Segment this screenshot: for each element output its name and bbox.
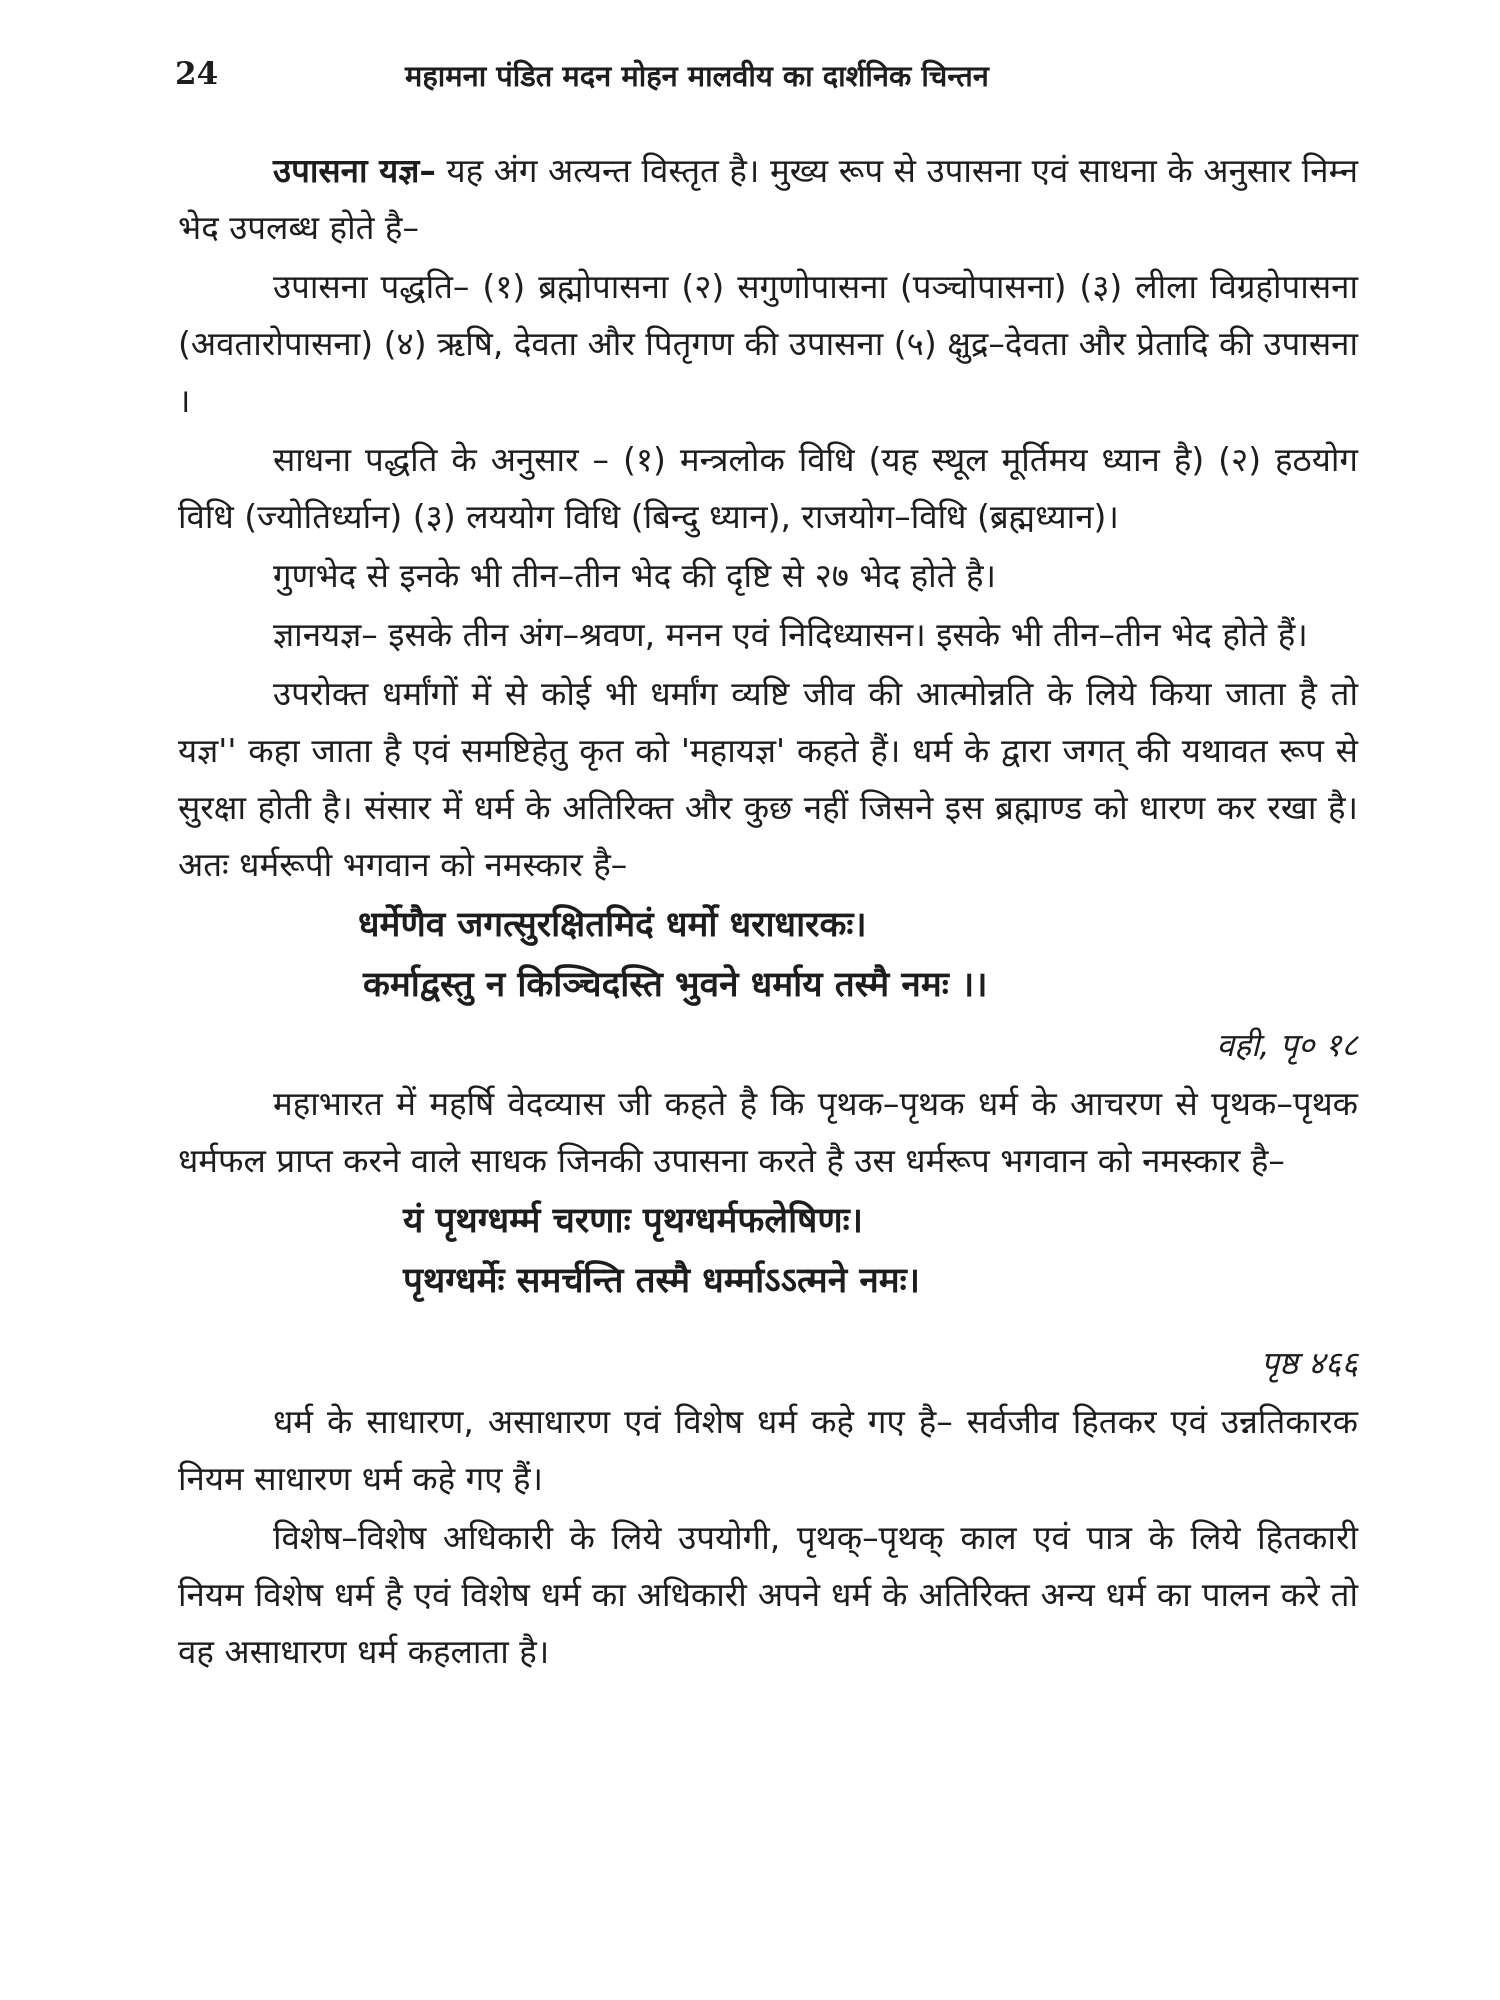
paragraph-jnanayajna: ज्ञानयज्ञ– इसके तीन अंग–श्रवण, मनन एवं निदिध्यासन। इसके भी तीन–तीन भेद होते हैं। — [273, 615, 1308, 654]
citation-reference: पृष्ठ ४६६ — [1260, 1344, 1358, 1382]
paragraph-mahabharata: महाभारत में महर्षि वेदव्यास जी कहते है कि पृथक–पृथक धर्म के आचरण से पृथक–पृथक धर्मफल प्राप्त करने वाले साधक जिनकी उपासना करते है उस धर्मरूप भगवान को नमस्कार है– — [178, 1084, 1358, 1180]
citation-reference: वही, पृ० १८ — [1216, 1026, 1358, 1064]
paragraph-upasana-paddhati: उपासना पद्धति– (१) ब्रह्मोपासना (२) सगुणोपासना (पञ्चोपासना) (३) लीला विग्रहोपासना (अवतारोपासना) (४) ऋषि, देवता और पितृगण की उपासना (५) क्षुद्र–देवता और प्रेतादि की उपासना । — [178, 267, 1358, 420]
page-header — [175, 56, 1380, 106]
verse-block-1 — [178, 895, 1358, 1015]
verse-block-2 — [178, 1191, 1358, 1311]
verse-line: कर्माद्वस्तु न किञ्चिदस्ति भुवने धर्माय तस्मै नमः ।। — [363, 965, 988, 1005]
paragraph-sadharan-dharma: धर्म के साधारण, असाधारण एवं विशेष धर्म कहे गए है– सर्वजीव हितकर एवं उन्नतिकारक नियम साधारण धर्म कहे गए हैं। — [178, 1402, 1358, 1498]
running-title: महामना पंडित मदन मोहन मालवीय का दार्शनिक चिन्तन — [405, 59, 989, 93]
verse-line: धर्मेणैव जगत्सुरक्षितमिदं धर्मो धराधारकः। — [358, 905, 867, 945]
paragraph-lead-term: उपासना यज्ञ– — [273, 151, 436, 190]
paragraph-gunabhed: गुणभेद से इनके भी तीन–तीन भेद की दृष्टि से २७ भेद होते है। — [273, 556, 997, 595]
paragraph-text: यह अंग अत्यन्त विस्तृत है। मुख्य रूप से उपासना एवं साधना के अनुसार निम्न भेद उपलब्ध होते है– — [178, 151, 1359, 247]
paragraph-upasana-yajna — [178, 142, 1358, 256]
page-number: 24 — [175, 56, 219, 92]
paragraph-sadhana-paddhati: साधना पद्धति के अनुसार – (१) मन्त्रलोक विधि (यह स्थूल मूर्तिमय ध्यान है) (२) हठयोग विधि (ज्योतिर्ध्यान) (३) लययोग विधि (बिन्दु ध्यान), राजयोग–विधि (ब्रह्मध्यान)। — [178, 440, 1358, 536]
verse-line: पृथग्धर्मेः समर्चन्ति तस्मै धर्म्माऽऽत्मने नमः। — [403, 1261, 921, 1301]
paragraph-dharmanga: उपरोक्त धर्मांगों में से कोई भी धर्मांग व्यष्टि जीव की आत्मोन्नति के लिये किया जाता है तो यज्ञ'' कहा जाता है एवं समष्टिहेतु कृत को 'महायज्ञ' कहते हैं। धर्म के द्वारा जगत् की यथावत रूप से सुरक्षा होती है। संसार में धर्म के अतिरिक्त और कुछ नहीं जिसने इस ब्रह्माण्ड को धारण कर रखा है। अतः धर्मरूपी भगवान को नमस्कार है– — [178, 674, 1358, 884]
page-body — [178, 142, 1358, 1680]
verse-line: यं पृथग्धर्म्म चरणाः पृथग्धर्मफलेषिणः। — [403, 1201, 864, 1241]
paragraph-vishesh-dharma: विशेष–विशेष अधिकारी के लिये उपयोगी, पृथक्–पृथक् काल एवं पात्र के लिये हितकारी नियम विशेष धर्म है एवं विशेष धर्म का अधिकारी अपने धर्म के अतिरिक्त अन्य धर्म का पालन करे तो वह असाधारण धर्म कहलाता है। — [178, 1518, 1358, 1671]
